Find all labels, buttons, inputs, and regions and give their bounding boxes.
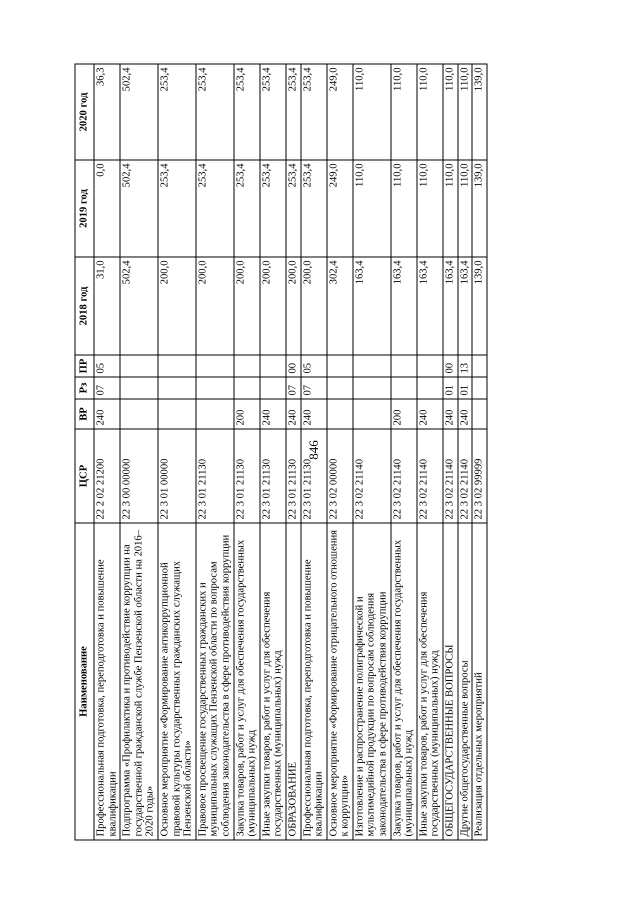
cell-vr: 240 [443,399,458,429]
cell-2020: 249,0 [327,64,353,160]
cell-name: ОБРАЗОВАНИЕ [286,523,301,840]
table-row [196,64,234,840]
cell-2018: 200,0 [234,257,260,355]
cell-csr: 22 3 01 21130 [196,429,234,523]
cell-2018: 163,4 [443,257,458,355]
page-number: 846 [306,440,321,460]
rotated-table-container [75,65,566,841]
cell-csr: 22 3 01 21130 [234,429,260,523]
cell-name: Иные закупки товаров, работ и услуг для обеспечения государственных (муниципальных) нужд [260,523,286,840]
cell-rz: 07 [286,377,301,399]
table-row [327,64,353,840]
header-2019: 2019 год [75,160,94,257]
table-row [417,64,443,840]
cell-2020: 253,4 [286,64,301,160]
cell-2019: 253,4 [260,160,286,257]
header-pr: ПР [75,355,94,377]
header-2020: 2020 год [75,64,94,160]
cell-csr: 22 3 02 21140 [391,429,417,523]
cell-pr: 05 [94,355,120,377]
cell-2020: 502,4 [120,64,158,160]
table-row [286,64,301,840]
cell-2020: 110,0 [443,64,458,160]
cell-csr: 22 3 00 00000 [120,429,158,523]
cell-pr [234,355,260,377]
table-row [391,64,417,840]
header-rz: Рз [75,377,94,399]
cell-rz [196,377,234,399]
table-row [301,64,327,840]
cell-name: Другие общегосударственные вопросы [458,523,473,840]
cell-2020: 110,0 [391,64,417,160]
table-header-row [75,64,94,840]
cell-2018: 200,0 [158,257,196,355]
cell-name: Иные закупки товаров, работ и услуг для обеспечения государственных (муниципальных) нужд [417,523,443,840]
cell-csr: 22 3 01 21130 [286,429,301,523]
cell-2018: 502,4 [120,257,158,355]
cell-csr: 22 2 02 21200 [94,429,120,523]
header-vr: ВР [75,399,94,429]
table-row [458,64,473,840]
cell-2019: 110,0 [417,160,443,257]
cell-pr [391,355,417,377]
cell-csr: 22 3 01 00000 [158,429,196,523]
cell-name: Закупка товаров, работ и услуг для обеспечения государственных (муниципальных) нужд [234,523,260,840]
cell-2020: 253,4 [260,64,286,160]
cell-csr: 22 3 02 21140 [417,429,443,523]
table-row [120,64,158,840]
cell-2019: 502,4 [120,160,158,257]
cell-name: ОБЩЕГОСУДАРСТВЕННЫЕ ВОПРОСЫ [443,523,458,840]
cell-name: Закупка товаров, работ и услуг для обеспечения государственных (муниципальных) нужд [391,523,417,840]
cell-pr [327,355,353,377]
cell-csr: 22 3 02 99999 [472,429,487,523]
cell-rz: 07 [301,377,327,399]
cell-2020: 110,0 [417,64,443,160]
cell-2020: 253,4 [234,64,260,160]
cell-vr: 240 [458,399,473,429]
cell-2019: 110,0 [458,160,473,257]
cell-2020: 253,4 [196,64,234,160]
cell-vr: 240 [286,399,301,429]
cell-name: Правовое просвещение государственных гражданских и муниципальных служащих Пензенской области по вопросам соблюдения законодательства в сфере противодействия коррупции [196,523,234,840]
cell-2020: 110,0 [353,64,391,160]
cell-rz [472,377,487,399]
cell-pr: 00 [443,355,458,377]
cell-csr: 22 3 02 21140 [353,429,391,523]
cell-2018: 200,0 [260,257,286,355]
cell-rz [260,377,286,399]
cell-pr [353,355,391,377]
cell-rz: 01 [458,377,473,399]
cell-2019: 253,4 [301,160,327,257]
table-row [94,64,120,840]
cell-2018: 163,4 [353,257,391,355]
cell-name: Основное мероприятие «Формирование отрицательного отношения к коррупции» [327,523,353,840]
cell-rz [327,377,353,399]
cell-vr: 240 [417,399,443,429]
cell-vr [196,399,234,429]
cell-rz: 01 [443,377,458,399]
cell-csr: 22 3 01 21130 [301,429,327,523]
cell-2020: 110,0 [458,64,473,160]
cell-2019: 110,0 [353,160,391,257]
header-2018: 2018 год [75,257,94,355]
cell-csr: 22 3 02 21140 [443,429,458,523]
cell-pr [196,355,234,377]
table-row [260,64,286,840]
cell-2018: 163,4 [391,257,417,355]
cell-2020: 253,4 [158,64,196,160]
cell-pr: 13 [458,355,473,377]
cell-2019: 139,0 [472,160,487,257]
cell-vr [120,399,158,429]
cell-name: Подпрограмма «Профилактика и противодействие коррупции на государственной гражданской службе Пензенской области на 2016–2020 годы» [120,523,158,840]
cell-name: Профессиональная подготовка, переподготовка и повышение квалификации [301,523,327,840]
cell-csr: 22 3 02 00000 [327,429,353,523]
cell-vr: 240 [94,399,120,429]
cell-pr [472,355,487,377]
cell-name: Реализация отдельных мероприятий [472,523,487,840]
cell-2020: 36,3 [94,64,120,160]
cell-2019: 110,0 [443,160,458,257]
cell-2018: 163,4 [417,257,443,355]
cell-2018: 200,0 [301,257,327,355]
cell-pr [417,355,443,377]
table-row [234,64,260,840]
cell-2018: 302,4 [327,257,353,355]
cell-name: Изготовление и распространение полиграфической и мультимедийной продукции по вопросам соблюдения законодательства в сфере противодействия коррупции [353,523,391,840]
table-row [443,64,458,840]
cell-2019: 110,0 [391,160,417,257]
cell-vr [353,399,391,429]
budget-table [75,64,488,841]
cell-2019: 0,0 [94,160,120,257]
cell-vr: 240 [260,399,286,429]
cell-2020: 253,4 [301,64,327,160]
cell-2020: 139,0 [472,64,487,160]
header-name: Наименование [75,523,94,840]
cell-2018: 200,0 [286,257,301,355]
cell-csr: 22 3 01 21130 [260,429,286,523]
cell-rz [120,377,158,399]
cell-pr: 00 [286,355,301,377]
cell-2018: 31,0 [94,257,120,355]
table-row [158,64,196,840]
cell-name: Профессиональная подготовка, переподготовка и повышение квалификации [94,523,120,840]
cell-2019: 253,4 [196,160,234,257]
cell-name: Основное мероприятие «Формирование антикоррупционной правовой культуры государственных гражданских служащих Пензенской области» [158,523,196,840]
cell-pr [260,355,286,377]
cell-rz [158,377,196,399]
cell-2018: 163,4 [458,257,473,355]
table-row [472,64,487,840]
table-row [353,64,391,840]
cell-2019: 253,4 [234,160,260,257]
cell-vr: 200 [234,399,260,429]
cell-2019: 249,0 [327,160,353,257]
cell-vr [327,399,353,429]
cell-vr: 240 [301,399,327,429]
cell-2018: 200,0 [196,257,234,355]
cell-vr: 200 [391,399,417,429]
cell-2019: 253,4 [158,160,196,257]
cell-2019: 253,4 [286,160,301,257]
cell-vr [158,399,196,429]
cell-2018: 139,0 [472,257,487,355]
cell-rz [234,377,260,399]
cell-pr: 05 [301,355,327,377]
header-csr: ЦСР [75,429,94,523]
cell-pr [158,355,196,377]
cell-vr [472,399,487,429]
cell-csr: 22 3 02 21140 [458,429,473,523]
cell-rz [391,377,417,399]
cell-rz: 07 [94,377,120,399]
cell-pr [120,355,158,377]
cell-rz [417,377,443,399]
cell-rz [353,377,391,399]
